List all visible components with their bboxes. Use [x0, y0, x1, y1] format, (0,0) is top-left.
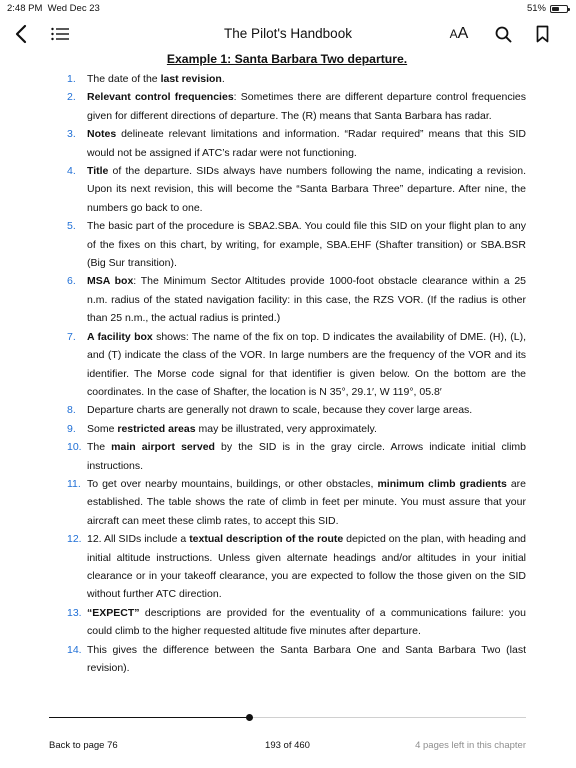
list-item-number: 9. [67, 422, 76, 435]
list-item-bold-text: MSA box [87, 275, 134, 288]
list-item-number: 8. [67, 404, 76, 417]
list-item [48, 475, 526, 530]
list-item [48, 162, 526, 217]
list-item [48, 401, 526, 419]
list-item [48, 217, 526, 272]
list-item-text: This gives the difference between the Santa Barbara One and Santa Barbara Two (last revision). [87, 643, 526, 674]
list-item-text: are established. The table shows the rate of climb in feet per minute. You must assure that your aircraft can meet these climb rates, to accept this SID. [87, 477, 527, 527]
scrubber-handle[interactable] [246, 714, 253, 721]
font-size-button[interactable] [447, 22, 471, 46]
list-item-number: 7. [67, 330, 76, 343]
list-item-bold-text: Title [87, 165, 109, 178]
reader-toolbar [0, 18, 576, 50]
status-date: Wed Dec 23 [47, 3, 100, 14]
list-item [48, 70, 526, 88]
list-item [48, 604, 526, 641]
list-item-text: by the SID is in the gray circle. Arrows indicate initial climb instructions. [87, 441, 526, 472]
list-item [48, 438, 526, 475]
bookmark-icon [536, 25, 549, 43]
list-item [48, 420, 526, 438]
list-item-text: delineate relevant limitations and information. “Radar required” means that this SID would not be assigned if ATC’s radar were not functioning. [87, 128, 526, 159]
numbered-list [48, 70, 526, 677]
list-item-text: Departure charts are generally not drawn to scale, because they cover large areas. [87, 404, 473, 417]
list-item-text: descriptions are provided for the eventuality of a communications failure: you could climb to the higher requested altitude five minutes after departure. [87, 606, 526, 638]
battery-icon [550, 5, 568, 13]
status-time-date [7, 3, 100, 14]
list-item-number: 3. [67, 128, 76, 141]
font-small-a: A [449, 27, 458, 41]
list-item-number: 4. [67, 165, 76, 178]
status-time: 2:48 PM [7, 3, 43, 14]
list-item-text: shows: The name of the fix on top. D indicates the availability of DME. (H), (L), and (T) indicate the class of the VOR. In large numbers are the frequency of the VOR and its identifier. The Morse code signal for that identifier is given below. On the bottom are the coordinates. In the case of Shafter, the location is N 35°, 29.1′, W 119°, 05.8′ [87, 330, 526, 398]
list-item-number: 6. [67, 275, 76, 288]
list-item-text: The [87, 441, 112, 454]
search-button[interactable] [492, 23, 514, 45]
scrubber-progress [49, 717, 249, 718]
list-item-number: 10. [67, 441, 82, 454]
list-item-bold-text: Relevant control frequencies [87, 91, 234, 104]
list-item-number: 11. [67, 477, 81, 490]
font-large-a: A [457, 25, 469, 42]
list-item-text: : Sometimes there are different departure control frequencies given for different directions of departure. The (R) means that Santa Barbara has radar. [87, 91, 527, 122]
battery-percent: 51% [526, 3, 546, 14]
list-item-bold-text: main airport served [111, 441, 215, 454]
list-item [48, 641, 526, 678]
list-item-number: 13. [67, 606, 82, 619]
list-item-bold-text: restricted areas [117, 422, 196, 435]
reader-footer [49, 740, 526, 754]
list-item-text: 12. All SIDs include a [87, 533, 190, 546]
list-item-text: Some [87, 422, 118, 435]
list-item-bold-text: Notes [87, 128, 117, 141]
list-item-text: may be illustrated, very approximately. [195, 422, 377, 435]
section-heading: Example 1: Santa Barbara Two departure. [166, 52, 408, 66]
table-of-contents-button[interactable] [50, 24, 70, 44]
list-item-bold-text: A facility box [87, 330, 153, 343]
search-icon [495, 26, 512, 43]
list-item [48, 88, 526, 125]
list-item-number: 14. [67, 643, 82, 656]
back-button[interactable] [10, 22, 32, 46]
status-right [527, 3, 568, 14]
list-item-text: depicted on the plan, with heading and initial altitude instructions. Unless given alternate headings and/or altitudes in your initial clearance or in your takeoff clearance, you are expected to follow the those given on the SID without further ATC direction. [87, 533, 527, 601]
book-title: The Pilot's Handbook [224, 26, 352, 41]
list-item-bold-text: minimum climb gradients [377, 477, 507, 490]
list-item-number: 5. [67, 220, 76, 233]
list-item-bold-text: textual description of the route [189, 533, 344, 546]
list-item [48, 125, 526, 162]
list-item-text: : The Minimum Sector Altitudes provide 1000-foot obstacle clearance within a 25 n.m. radius of the stated navigation facility: in this case, the RZS VOR. (If the radius is other than 25 n.m., the actual radius is printed.) [87, 275, 527, 325]
list-item-bold-text: “EXPECT” [87, 606, 140, 619]
bookmark-button[interactable] [533, 23, 551, 45]
table-of-contents-icon [51, 27, 69, 41]
list-item-text: The date of the [87, 73, 161, 85]
list-item-text: . [221, 73, 225, 85]
list-item-number: 1. [67, 73, 76, 85]
list-item-text: To get over nearby mountains, buildings, or other obstacles, [87, 477, 378, 490]
back-to-page-link[interactable]: Back to page 76 [49, 740, 118, 751]
font-size-icon [450, 25, 469, 43]
pages-left-label: 4 pages left in this chapter [415, 740, 526, 751]
status-bar [0, 0, 576, 16]
page-number: 193 of 460 [265, 740, 310, 751]
list-item-number: 2. [67, 91, 76, 104]
list-item [48, 328, 526, 402]
page-scrubber[interactable] [49, 717, 526, 718]
list-item-bold-text: last revision [160, 73, 222, 85]
list-item [48, 530, 526, 604]
list-item-number: 12. [67, 533, 82, 546]
back-chevron-icon [15, 24, 27, 44]
list-item [48, 272, 526, 327]
list-item-text: of the departure. SIDs always have numbers following the name, indicating a revision. Upon its next revision, this will become the “Santa Barbara Three” departure. After nine, the numbers go back to one. [87, 165, 526, 214]
page-content [48, 52, 526, 677]
list-item-text: The basic part of the procedure is SBA2.SBA. You could file this SID on your flight plan to any of the fixes on this chart, by writing, for example, SBA.EHF (Shafter transition) or SBA.BSR (Big Sur transition). [87, 220, 526, 270]
